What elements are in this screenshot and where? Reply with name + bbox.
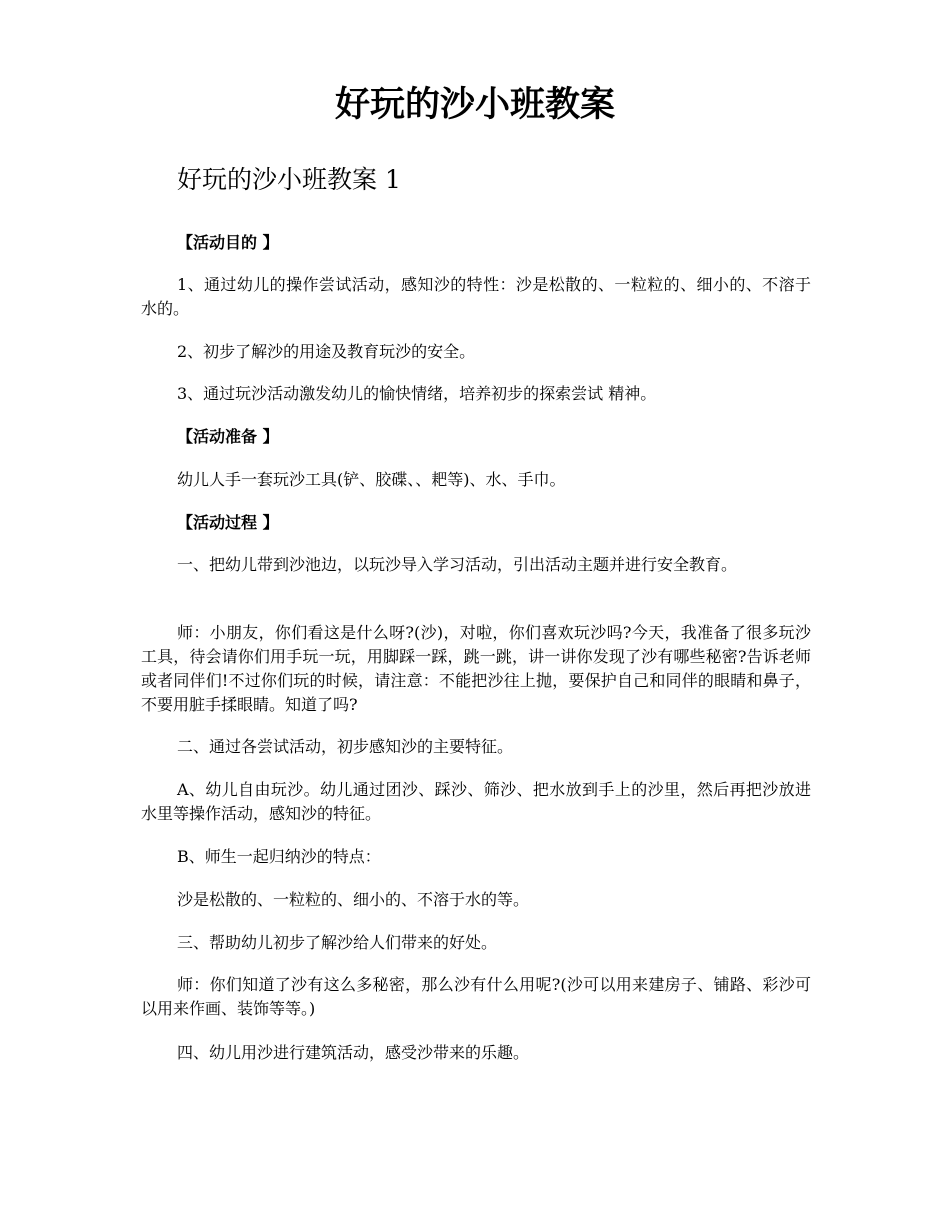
paragraph-teacher-dialogue-1: 师：小朋友，你们看这是什么呀?(沙)，对啦，你们喜欢玩沙吗?今天，我准备了很多玩沙工具，待会请你们用手玩一玩，用脚踩一踩，跳一跳，讲一讲你发现了沙有哪些秘密?告诉老师或者同伴们!不过你们玩的时候，请注意：不能把沙往上抛，要保护自己和同伴的眼睛和鼻子，不要用脏手揉眼睛。知道了吗? xyxy=(141,623,811,714)
paragraph-teacher-dialogue-2: 师：你们知道了沙有这么多秘密，那么沙有什么用呢?(沙可以用来建房子、铺路、彩沙可以用来作画、装饰等等。) xyxy=(141,975,811,1018)
paragraph-step-4: 四、幼儿用沙进行建筑活动，感受沙带来的乐趣。 xyxy=(177,1043,530,1062)
paragraph-sand-features: 沙是松散的、一粒粒的、细小的、不溶于水的等。 xyxy=(177,890,530,909)
heading-activity-process: 【活动过程 】 xyxy=(177,513,279,532)
paragraph-goal-1: 1、通过幼儿的操作尝试活动，感知沙的特性：沙是松散的、一粒粒的、细小的、不溶于水的。 xyxy=(141,275,811,318)
paragraph-preparation: 幼儿人手一套玩沙工具(铲、胶碟、、耙等)、水、手巾。 xyxy=(177,470,566,489)
paragraph-step-1: 一、把幼儿带到沙池边，以玩沙导入学习活动，引出活动主题并进行安全教育。 xyxy=(177,555,738,574)
paragraph-step-2: 二、通过各尝试活动，初步感知沙的主要特征。 xyxy=(177,737,514,756)
paragraph-step-2a: A、幼儿自由玩沙。幼儿通过团沙、踩沙、筛沙、把水放到手上的沙里，然后再把沙放进水里等操作活动，感知沙的特征。 xyxy=(141,780,811,823)
heading-activity-goals: 【活动目的 】 xyxy=(177,233,279,252)
document-title: 好玩的沙小班教案 xyxy=(334,84,615,125)
paragraph-step-3: 三、帮助幼儿初步了解沙给人们带来的好处。 xyxy=(177,933,498,952)
heading-activity-preparation: 【活动准备 】 xyxy=(177,427,279,446)
paragraph-goal-3: 3、通过玩沙活动激发幼儿的愉快情绪，培养初步的探索尝试 精神。 xyxy=(177,384,657,403)
paragraph-goal-2: 2、初步了解沙的用途及教育玩沙的安全。 xyxy=(177,342,476,361)
section-title: 好玩的沙小班教案 1 xyxy=(177,165,401,194)
paragraph-step-2b: B、师生一起归纳沙的特点： xyxy=(177,847,381,866)
